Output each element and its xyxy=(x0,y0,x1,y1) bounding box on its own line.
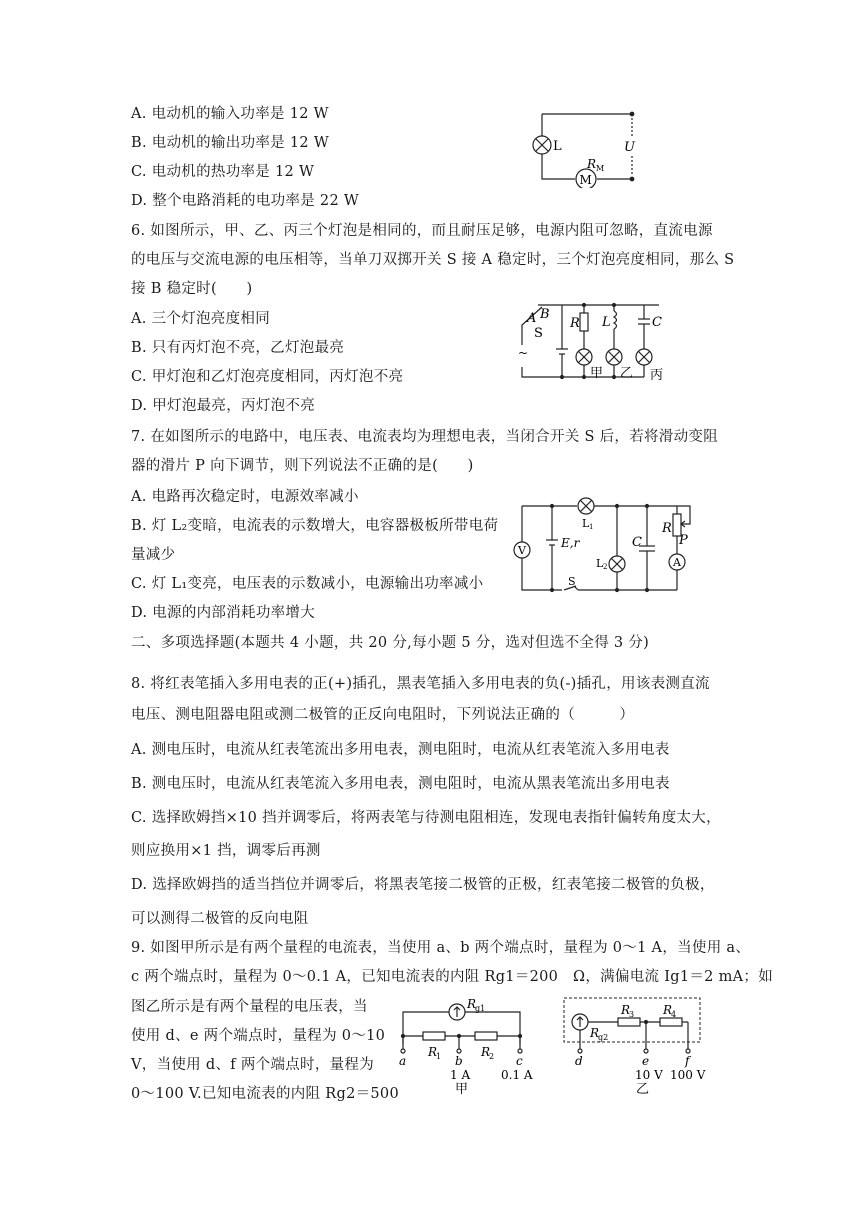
q7-lamp2-sub: 2 xyxy=(603,563,608,571)
q9-range-f: 100 V xyxy=(670,1068,706,1082)
q9-r3-label: R xyxy=(621,1003,631,1017)
q9-r3-sub: 3 xyxy=(629,1010,635,1019)
q9-r2-label: R xyxy=(481,1045,491,1059)
q9-stem-line5: V，当使用 d、f 两个端点时，量程为 xyxy=(131,1057,375,1073)
q9-terminal-a: a xyxy=(399,1054,407,1068)
q6-stem-line2: 的电压与交流电源的电压相等，当单刀双掷开关 S 接 A 稳定时，三个灯泡亮度相同，那么 S xyxy=(131,252,735,268)
q6-option-a: A. 三个灯泡亮度相同 xyxy=(131,311,270,327)
q7-ammeter-symbol: A xyxy=(673,556,681,569)
q5-option-c: C. 电动机的热功率是 12 W xyxy=(131,164,315,180)
q5-lamp-label: L xyxy=(553,139,562,154)
q8-option-b: B. 测电压时，电流从红表笔流入多用电表，测电阻时，电流从黑表笔流出多用电表 xyxy=(131,776,670,792)
q5-motor-symbol: M xyxy=(579,173,592,187)
q9-stem-line1: 9. 如图甲所示是有两个量程的电流表，当使用 a、b 两个端点时，量程为 0～1 A，当使用 a、 xyxy=(131,940,751,956)
q9-terminal-b: b xyxy=(455,1054,463,1068)
q6-inductor-label: L xyxy=(602,315,611,330)
q7-rheostat-label: R xyxy=(662,521,672,536)
q6-resistor-label: R xyxy=(570,316,580,331)
q9-r2-sub: 2 xyxy=(489,1052,495,1061)
q9-rg2-label: R xyxy=(590,1026,600,1040)
q5-option-a: A. 电动机的输入功率是 12 W xyxy=(131,106,329,122)
q9-terminal-f: f xyxy=(685,1054,690,1068)
q7-lamp1-label: L xyxy=(582,517,590,530)
q7-circuit-diagram xyxy=(512,494,697,600)
q8-option-d-cont: 可以测得二极管的反向电阻 xyxy=(131,911,309,927)
q9-r1-label: R xyxy=(428,1045,438,1059)
q6-option-b: B. 只有丙灯泡不亮，乙灯泡最亮 xyxy=(131,340,345,356)
q9-terminal-c: c xyxy=(516,1054,523,1068)
q7-stem-line1: 7. 在如图所示的电路中，电压表、电流表均为理想电表，当闭合开关 S 后，若将滑动变阻 xyxy=(131,429,718,445)
q8-option-d: D. 选择欧姆挡的适当挡位并调零后，将黑表笔接二极管的正极，红表笔接二极管的负极， xyxy=(131,877,715,893)
q9-r4-sub: 4 xyxy=(671,1010,677,1019)
q6-contact-a-label: A xyxy=(527,311,537,326)
q8-option-c: C. 选择欧姆挡×10 挡并调零后，将两表笔与待测电阻相连，发现电表指针偏转角度太大， xyxy=(131,810,721,826)
section2-heading: 二、多项选择题(本题共 4 小题，共 20 分,每小题 5 分，选对但选不全得 3 分) xyxy=(131,635,650,651)
q6-contact-b-label: B xyxy=(540,307,550,322)
q9-stem-line6: 0～100 V.已知电流表的内阻 Rg2＝500 xyxy=(131,1086,399,1102)
q7-option-c: C. 灯 L₁变亮，电压表的示数减小，电源输出功率减小 xyxy=(131,576,484,592)
q7-option-b: B. 灯 L₂变暗，电流表的示数增大，电容器极板所带电荷 xyxy=(131,518,499,534)
q6-option-d: D. 甲灯泡最亮，丙灯泡不亮 xyxy=(131,398,316,414)
q5-option-d: D. 整个电路消耗的电功率是 22 W xyxy=(131,193,360,209)
q6-capacitor-label: C xyxy=(652,315,662,330)
q9-range-c: 0.1 A xyxy=(501,1068,533,1082)
q6-option-c: C. 甲灯泡和乙灯泡亮度相同，丙灯泡不亮 xyxy=(131,369,404,385)
q9-terminal-d: d xyxy=(575,1054,583,1068)
q8-stem-line2: 电压、测电阻器电阻或测二极管的正反向电阻时，下列说法正确的（ ） xyxy=(131,707,635,723)
q6-switch-label: S xyxy=(534,326,543,341)
q9-r4-label: R xyxy=(663,1003,673,1017)
q7-option-d: D. 电源的内部消耗功率增大 xyxy=(131,605,316,621)
q7-option-a: A. 电路再次稳定时，电源效率减小 xyxy=(131,489,359,505)
q7-voltmeter-symbol: V xyxy=(518,544,526,557)
q9-rg2-sub: g2 xyxy=(598,1033,609,1042)
q9-stem-line2: c 两个端点时，量程为 0～0.1 A，已知电流表的内阻 Rg1＝200 Ω，满偏电流 Ig1＝2 mA；如 xyxy=(131,969,774,985)
q7-slider-label: P xyxy=(679,533,688,548)
q7-stem-line2: 器的滑片 P 向下调节，则下列说法不正确的是( ) xyxy=(131,458,474,474)
q9-caption-jia: 甲 xyxy=(455,1082,469,1097)
q7-option-b-cont: 量减少 xyxy=(131,547,176,563)
q5-option-b: B. 电动机的输出功率是 12 W xyxy=(131,135,330,151)
q9-figure-yi xyxy=(560,994,710,1099)
q8-stem-line1: 8. 将红表笔插入多用电表的正(+)插孔，黑表笔插入多用电表的负(-)插孔，用该表测直流 xyxy=(131,676,710,692)
q5-circuit-diagram xyxy=(520,104,645,188)
q9-stem-line4: 使用 d、e 两个端点时，量程为 0～10 xyxy=(131,1028,386,1044)
q6-circuit-diagram xyxy=(514,297,684,387)
q8-option-c-cont: 则应换用×1 挡，调零后再测 xyxy=(131,843,321,859)
q5-voltage-label: U xyxy=(624,140,635,155)
q9-range-e: 10 V xyxy=(635,1068,663,1082)
q7-lamp2-label: L xyxy=(596,557,604,570)
q6-ac-symbol: ~ xyxy=(518,346,529,360)
q9-range-b: 1 A xyxy=(450,1068,471,1082)
q5-motor-label: R xyxy=(587,157,597,171)
q9-stem-line3: 图乙所示是有两个量程的电压表，当 xyxy=(131,999,368,1015)
q7-switch-label: S xyxy=(568,575,576,588)
q9-rg1-label: R xyxy=(467,997,477,1011)
q9-figure-jia xyxy=(395,994,550,1099)
q6-bulb-jia-label: 甲 xyxy=(590,366,604,381)
q5-motor-sub: M xyxy=(596,164,605,173)
q9-terminal-e: e xyxy=(642,1054,650,1068)
q7-capacitor-label: C xyxy=(632,535,642,550)
q6-stem-line1: 6. 如图所示，甲、乙、丙三个灯泡是相同的，而且耐压足够，电源内阻可忽略，直流电源 xyxy=(131,223,713,239)
q6-bulb-yi-label: 乙 xyxy=(620,366,634,381)
q9-rg1-sub: g1 xyxy=(475,1004,486,1013)
q7-source-label: E,r xyxy=(561,536,580,550)
q9-caption-yi: 乙 xyxy=(636,1082,650,1097)
q7-lamp1-sub: 1 xyxy=(589,523,594,531)
q9-r1-sub: 1 xyxy=(436,1052,442,1061)
q8-option-a: A. 测电压时，电流从红表笔流出多用电表，测电阻时，电流从红表笔流入多用电表 xyxy=(131,742,670,758)
q6-bulb-bing-label: 丙 xyxy=(650,368,664,383)
q6-stem-line3: 接 B 稳定时( ) xyxy=(131,281,253,297)
